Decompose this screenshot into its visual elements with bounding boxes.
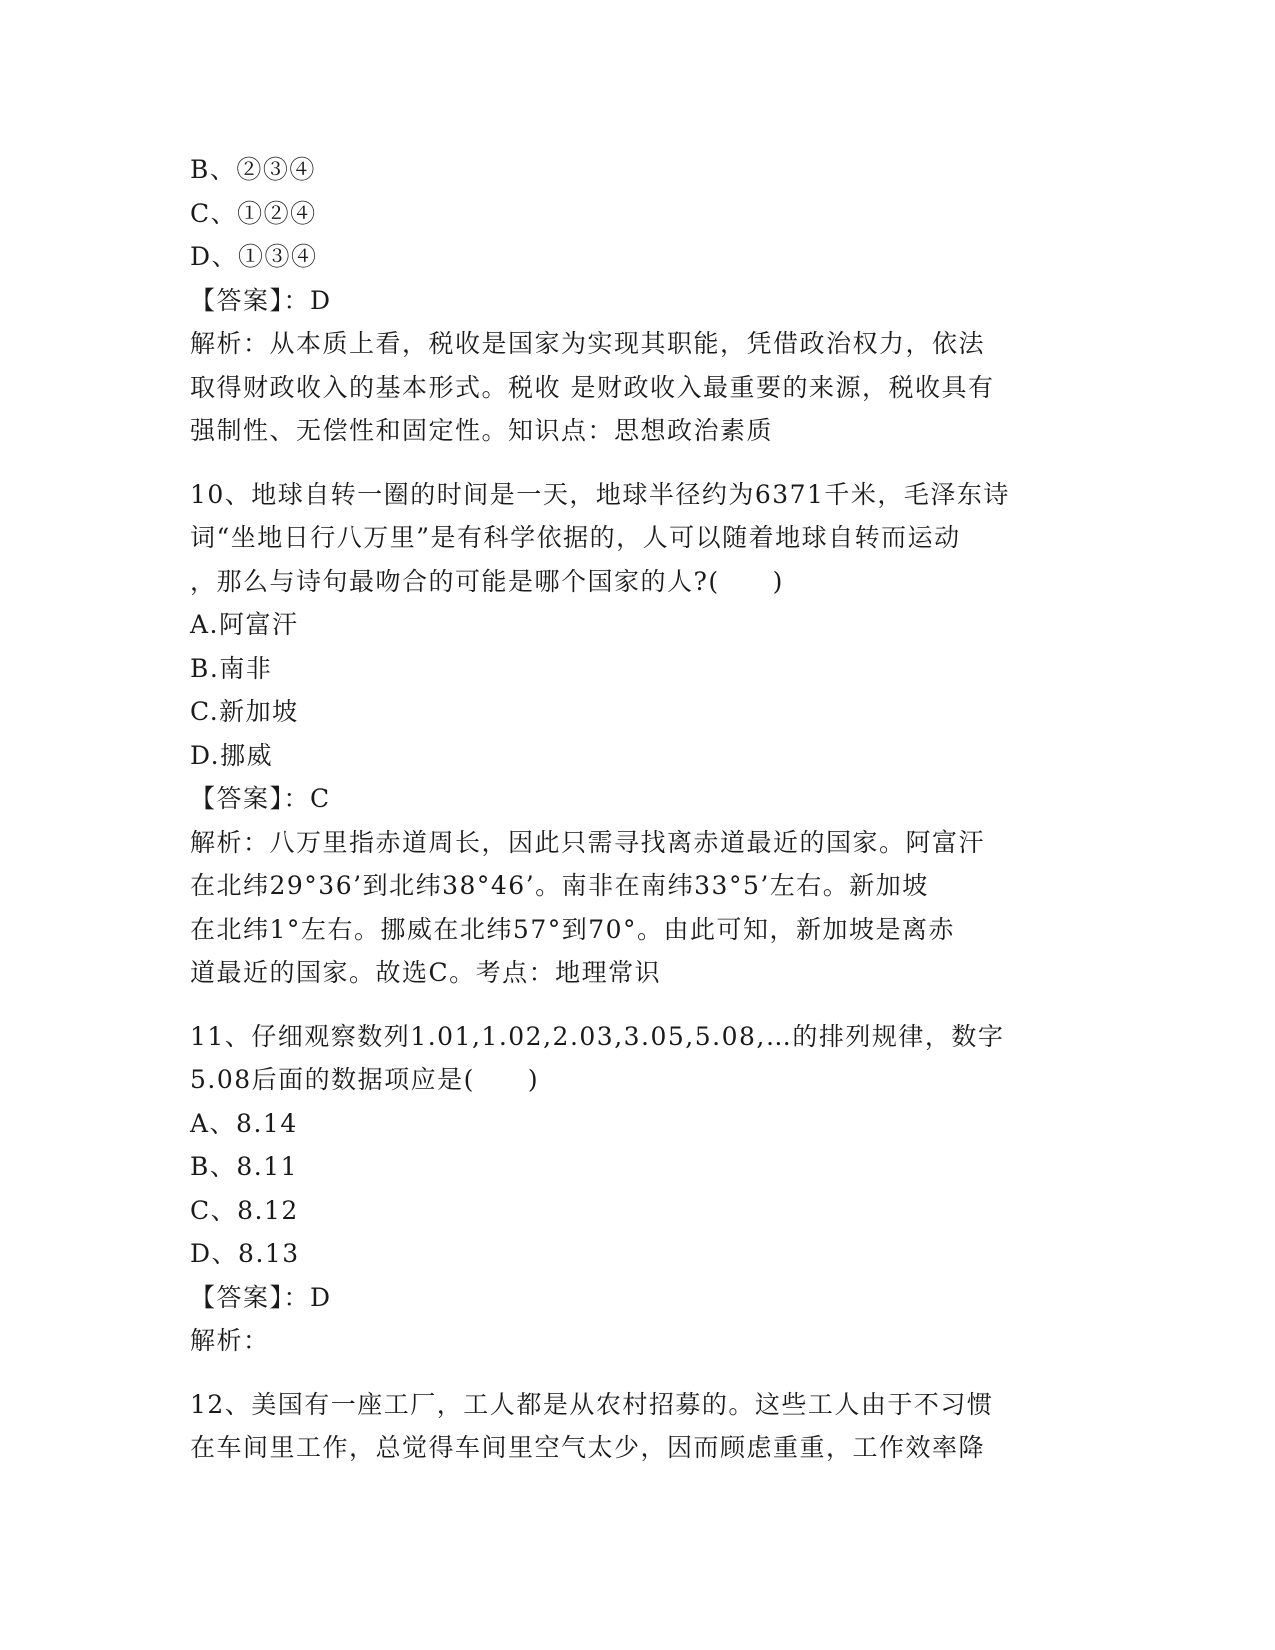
answer: 【答案】：C: [190, 784, 331, 813]
question-10: [190, 473, 1080, 995]
spacer: [190, 1363, 1080, 1383]
explanation-line: 在北纬1°左右。挪威在北纬57°到70°。由此可知，新加坡是离赤: [190, 914, 956, 944]
option-d: D.挪威: [190, 740, 274, 770]
option-b: B.南非: [190, 653, 273, 683]
explanation-line: 强制性、无偿性和固定性。知识点：思想政治素质: [190, 416, 774, 445]
option-d: D、8.13: [190, 1239, 300, 1268]
answer: 【答案】：D: [190, 285, 332, 315]
question-12: [190, 1383, 1080, 1470]
question-text: 11、仔细观察数列1.01,1.02,2.03,3.05,5.08,…的排列规律，数字: [190, 1021, 1005, 1051]
explanation-line: 在北纬29°36’到北纬38°46’。南非在南纬33°5’左右。新加坡: [190, 871, 929, 900]
explanation-line: 解析：: [190, 1326, 270, 1355]
answer: 【答案】：D: [190, 1282, 332, 1312]
option-c: C、8.12: [190, 1195, 299, 1225]
option-b: B、8.11: [190, 1152, 299, 1181]
question-text: 5.08后面的数据项应是( ): [190, 1065, 540, 1094]
option-d: D、①③④: [190, 242, 318, 271]
question-text: 在车间里工作，总觉得车间里空气太少，因而顾虑重重，工作效率降: [190, 1433, 986, 1462]
explanation-line: 解析：从本质上看，税收是国家为实现其职能，凭借政治权力，依法: [190, 329, 986, 358]
explanation-line: 解析：八万里指赤道周长，因此只需寻找离赤道最近的国家。阿富汗: [190, 827, 986, 857]
spacer: [190, 995, 1080, 1015]
question-text: 词“坐地日行八万里”是有科学依据的，人可以随着地球自转而运动: [190, 523, 961, 552]
question-text: 12、美国有一座工厂，工人都是从农村招募的。这些工人由于不习惯: [190, 1389, 994, 1419]
document-page: [190, 148, 1080, 1470]
option-a: A、8.14: [190, 1108, 298, 1138]
question-text: ，那么与诗句最吻合的可能是哪个国家的人?( ): [190, 566, 784, 596]
option-b: B、②③④: [190, 155, 316, 184]
question-text: 10、地球自转一圈的时间是一天，地球半径约为6371千米，毛泽东诗: [190, 479, 1010, 509]
option-a: A.阿富汗: [190, 610, 299, 639]
explanation-line: 取得财政收入的基本形式。税收 是财政收入最重要的来源，税收具有: [190, 372, 995, 402]
question-11: [190, 1015, 1080, 1363]
option-c: C、①②④: [190, 198, 317, 228]
question-9-tail: [190, 148, 1080, 453]
explanation-line: 道最近的国家。故选C。考点：地理常识: [190, 958, 662, 987]
option-c: C.新加坡: [190, 697, 299, 726]
spacer: [190, 453, 1080, 473]
